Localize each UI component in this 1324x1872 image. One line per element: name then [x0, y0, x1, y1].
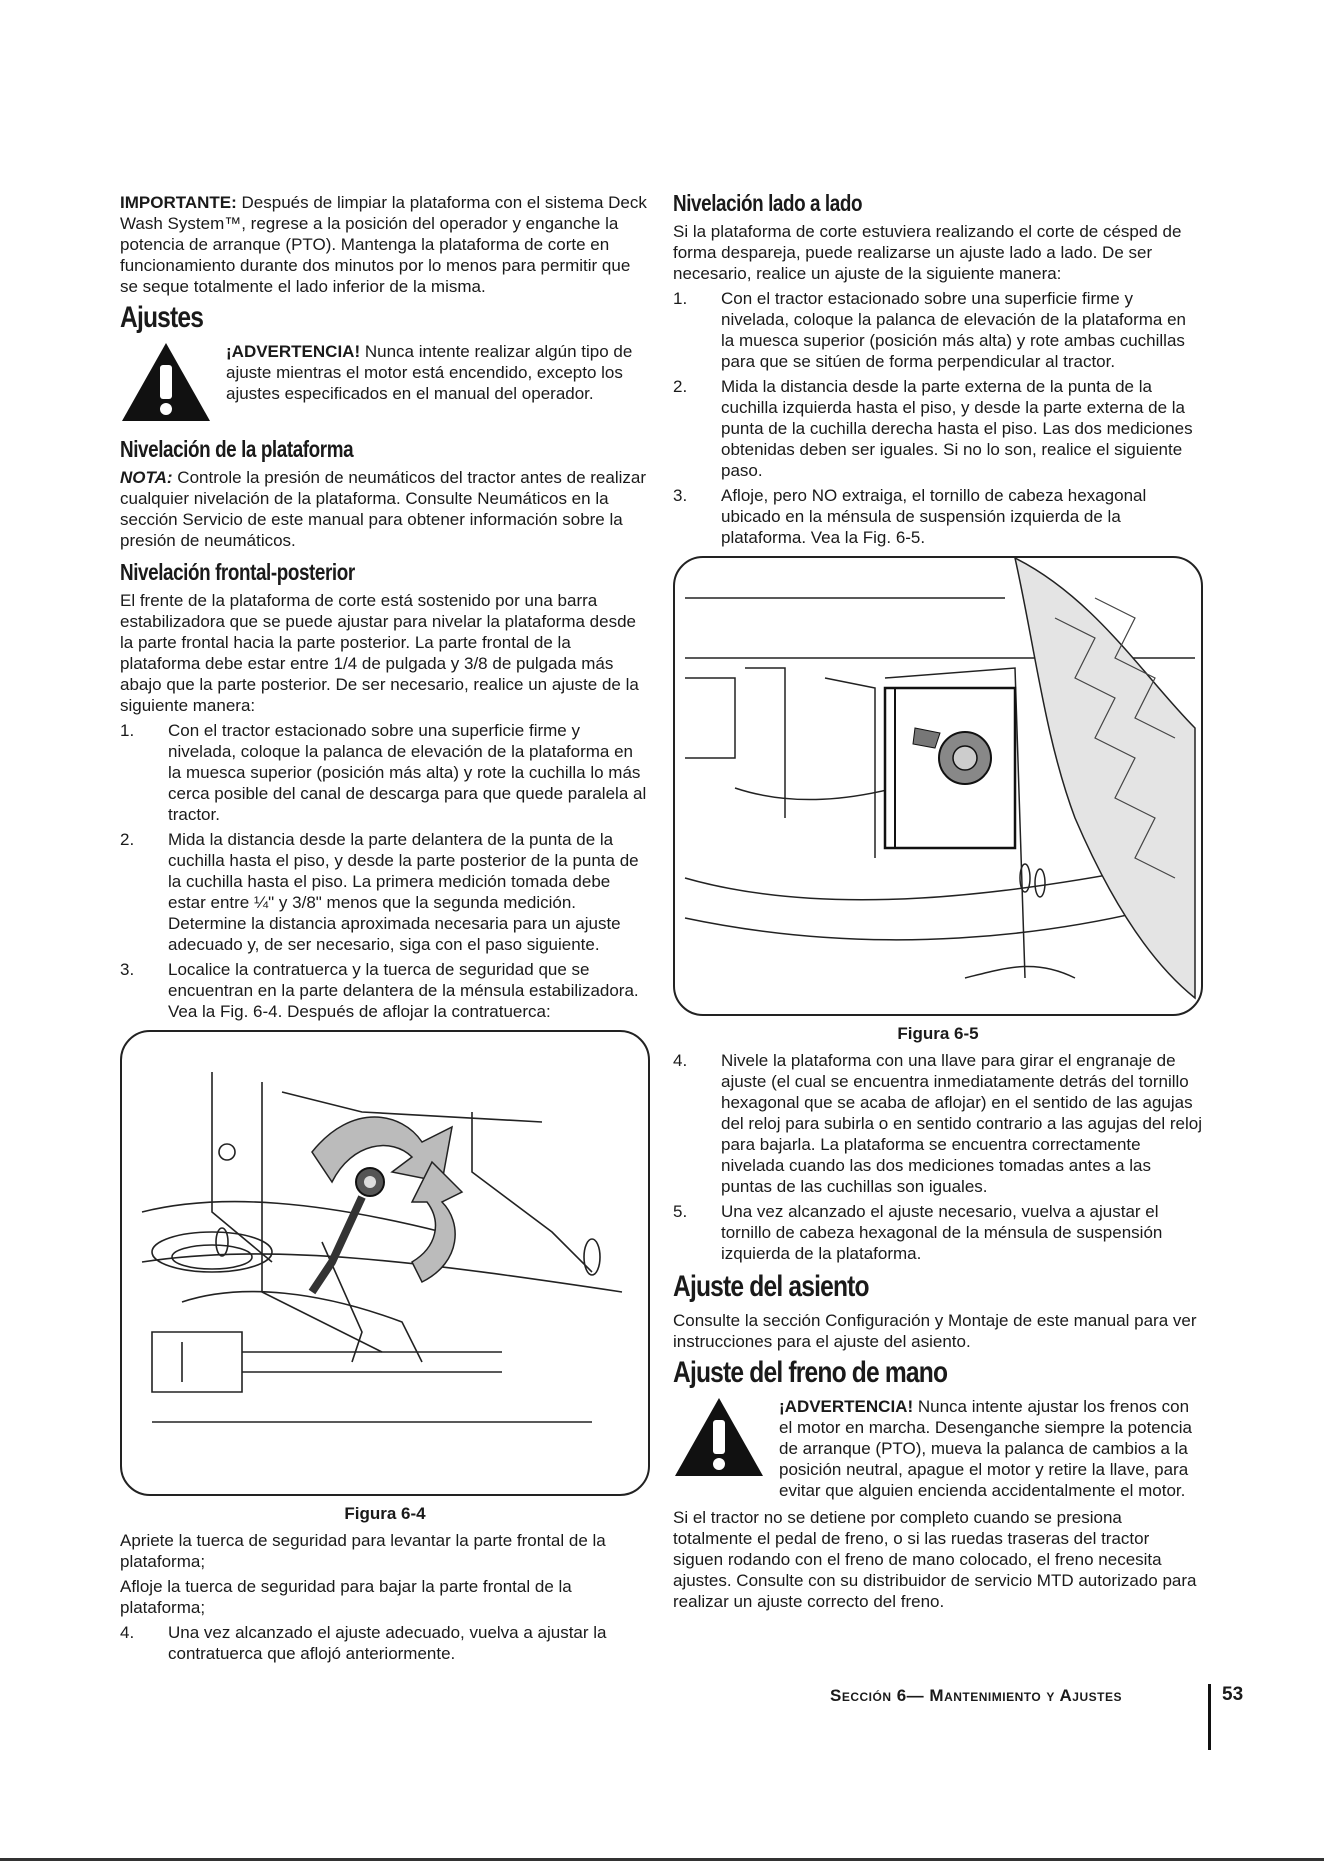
- step-text: Una vez alcanzado el ajuste adecuado, vuelva a ajustar la contratuerca que aflojó anteriormente.: [168, 1623, 607, 1663]
- heading-nivelacion-lado: Nivelación lado a lado: [673, 190, 863, 216]
- figure-6-5: [673, 556, 1203, 1016]
- section-footer: [830, 1686, 1122, 1706]
- list-item: [673, 288, 1203, 372]
- importante-paragraph: [120, 192, 650, 297]
- heading-ajuste-freno: Ajuste del freno de mano: [673, 1356, 948, 1389]
- warning-block-1: [120, 341, 650, 428]
- step-text: Nivele la plataforma con una llave para girar el engranaje de ajuste (el cual se encuentra inmediatamente detrás del tornillo hexagonal que se acaba de aflojar) en el sentido de las agujas del reloj para subirla o en sentido contrario a las agujas del reloj para bajarla. La plataforma se encuentra correctamente nivelada cuando las dos mediciones tomadas antes a las puntas de las cuchillas son iguales.: [721, 1051, 1203, 1196]
- step-number: 4.: [120, 1623, 135, 1642]
- lado-paragraph: Si la plataforma de corte estuviera realizando el corte de césped de forma despareja, puede realizarse un ajuste lado a lado. De ser necesario, realice un ajuste de la siguiente manera:: [673, 222, 1182, 283]
- frontal-steps: [120, 720, 650, 1022]
- after-figure-paragraph-2: Afloje la tuerca de seguridad para bajar la parte frontal de la plataforma;: [120, 1577, 572, 1617]
- nota-paragraph: [120, 467, 650, 551]
- warning2-text: Nunca intente ajustar los frenos con el motor en marcha. Desenganche siempre la potencia de arranque (PTO), mueva la palanca de cambios a la posición neutral, apague el motor y retire la llave, para evitar que alguien encienda accidentalmente el motor.: [779, 1397, 1192, 1500]
- lado-steps-continued: [673, 1050, 1203, 1264]
- step-text: Mida la distancia desde la parte delantera de la punta de la cuchilla hasta el piso, y desde la parte posterior de la punta de la cuchilla hasta el piso. La primera medición tomada debe estar entre ¼" y 3/8" menos que la segunda medición. Determine la distancia aproximada necesaria para un ajuste adecuado y, de ser necesario, siga con el paso siguiente.: [168, 830, 639, 954]
- step-text: Afloje, pero NO extraiga, el tornillo de cabeza hexagonal ubicado en la ménsula de suspensión izquierda de la plataforma. Vea la Fig. 6-5.: [721, 486, 1147, 547]
- list-item: [673, 1050, 1203, 1197]
- step-number: 3.: [673, 486, 688, 505]
- freno-paragraph: Si el tractor no se detiene por completo cuando se presiona totalmente el pedal de freno, o si las ruedas traseras del tractor siguen rodando con el freno de mano colocado, el freno necesita ajustes. Consulte con su distribuidor de servicio MTD autorizado para realizar un ajuste correcto del freno.: [673, 1508, 1197, 1611]
- bottom-border-line: [0, 1858, 1324, 1861]
- list-item: [673, 485, 1203, 548]
- warning-block-2: [673, 1396, 1203, 1501]
- list-item: [120, 720, 650, 825]
- list-item: [120, 829, 650, 955]
- frontal-steps-continued: [120, 1622, 650, 1664]
- asiento-paragraph: Consulte la sección Configuración y Montaje de este manual para ver instrucciones para el ajuste del asiento.: [673, 1311, 1197, 1351]
- warning-triangle-icon: [673, 1396, 765, 1483]
- step-text: Mida la distancia desde la parte externa de la punta de la cuchilla izquierda hasta el piso, y desde la parte externa de la punta de la cuchilla derecha hasta el piso. Las dos mediciones obtenidas deben ser iguales. Si no lo son, realice el siguiente paso.: [721, 377, 1193, 480]
- nota-label: NOTA:: [120, 468, 173, 487]
- importante-label: IMPORTANTE:: [120, 193, 237, 212]
- step-number: 1.: [673, 289, 688, 308]
- heading-nivelacion-plataforma: Nivelación de la plataforma: [120, 436, 354, 462]
- heading-nivelacion-frontal: Nivelación frontal-posterior: [120, 559, 355, 585]
- warning1-label: ¡ADVERTENCIA!: [226, 342, 361, 361]
- step-number: 2.: [120, 830, 135, 849]
- step-number: 5.: [673, 1202, 688, 1221]
- figure-6-5-caption: Figura 6-5: [897, 1024, 979, 1043]
- list-item: [120, 1622, 650, 1664]
- list-item: [120, 959, 650, 1022]
- page-number: 53: [1222, 1684, 1244, 1705]
- left-column: [120, 192, 650, 1670]
- step-number: 1.: [120, 721, 135, 740]
- step-number: 4.: [673, 1051, 688, 1070]
- step-text: Con el tractor estacionado sobre una superficie firme y nivelada, coloque la palanca de elevación de la plataforma en la muesca superior (posición más alta) y rote ambas cuchillas para que se sitúen de forma perpendicular al tractor.: [721, 289, 1186, 371]
- heading-ajuste-asiento: Ajuste del asiento: [673, 1270, 869, 1303]
- figure-6-4-illustration: [122, 1032, 648, 1490]
- warning1-text: Nunca intente realizar algún tipo de ajuste mientras el motor está encendido, excepto los ajustes especificados en el manual del operador.: [226, 342, 633, 403]
- heading-ajustes: Ajustes: [120, 301, 204, 334]
- nota-text: Controle la presión de neumáticos del tractor antes de realizar cualquier nivelación de la plataforma. Consulte Neumáticos en la sección Servicio de este manual para obtener información sobre la presión de neumáticos.: [120, 468, 646, 550]
- step-text: Con el tractor estacionado sobre una superficie firme y nivelada, coloque la palanca de elevación de la plataforma en la muesca superior (posición más alta) y rote la cuchilla lo más cerca posible del canal de descarga para que quede paralela al tractor.: [168, 721, 647, 824]
- footer-divider: [1208, 1684, 1211, 1750]
- figure-6-4-caption: Figura 6-4: [344, 1504, 426, 1523]
- step-number: 2.: [673, 377, 688, 396]
- step-text: Localice la contratuerca y la tuerca de seguridad que se encuentran en la parte delantera de la ménsula estabilizadora. Vea la Fig. 6-4. Después de aflojar la contratuerca:: [168, 960, 639, 1021]
- importante-text: Después de limpiar la plataforma con el sistema Deck Wash System™, regrese a la posición del operador y enganche la potencia de arranque (PTO). Mantenga la plataforma de corte en funcionamiento durante dos minutos por lo menos para permitir que se seque totalmente el lado inferior de la misma.: [120, 193, 647, 296]
- right-column: [673, 190, 1203, 1616]
- lado-steps: [673, 288, 1203, 548]
- frontal-paragraph: El frente de la plataforma de corte está sostenido por una barra estabilizadora que se puede ajustar para nivelar la plataforma desde la parte frontal hacia la parte posterior. La parte frontal de la plataforma debe estar entre 1/4 de pulgada y 3/8 de pulgada más abajo que la parte posterior. De ser necesario, realice un ajuste de la siguiente manera:: [120, 591, 639, 715]
- step-number: 3.: [120, 960, 135, 979]
- list-item: [673, 1201, 1203, 1264]
- step-text: Una vez alcanzado el ajuste necesario, vuelva a ajustar el tornillo de cabeza hexagonal de la ménsula de suspensión izquierda de la plataforma.: [721, 1202, 1163, 1263]
- section-footer-text: Sección 6— Mantenimiento y Ajustes: [830, 1686, 1122, 1705]
- figure-6-4: [120, 1030, 650, 1496]
- figure-6-5-illustration: [675, 558, 1201, 1010]
- warning-triangle-icon: [120, 341, 212, 428]
- after-figure-paragraph-1: Apriete la tuerca de seguridad para levantar la parte frontal de la plataforma;: [120, 1531, 606, 1571]
- list-item: [673, 376, 1203, 481]
- warning2-label: ¡ADVERTENCIA!: [779, 1397, 914, 1416]
